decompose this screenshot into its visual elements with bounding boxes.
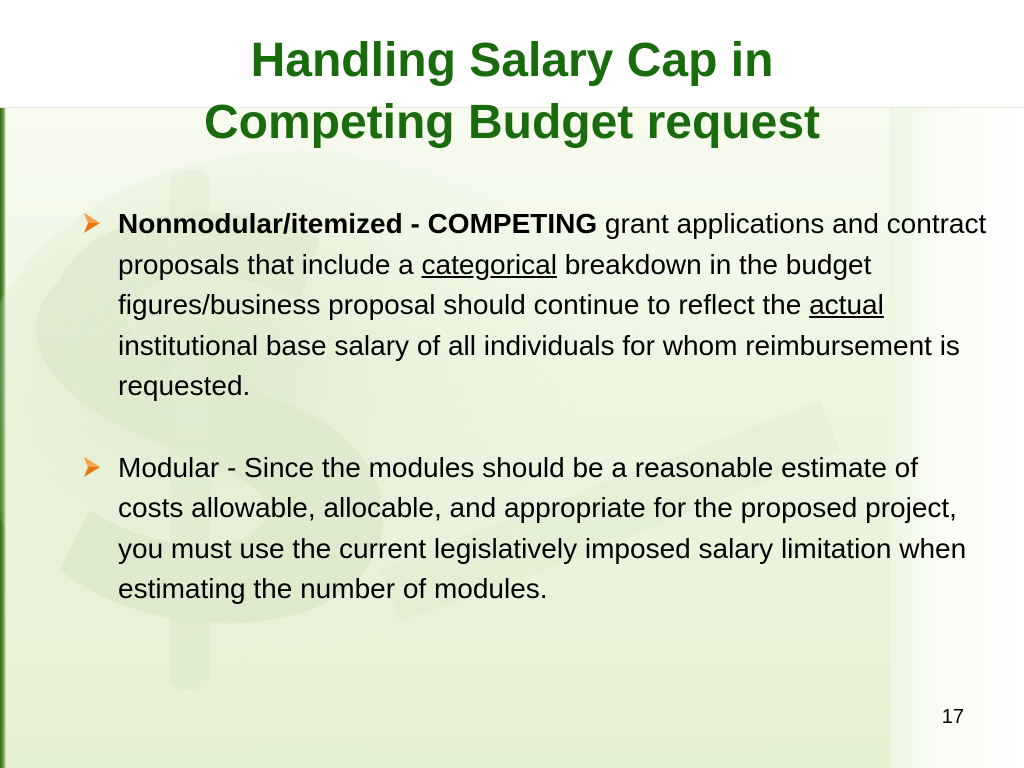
bullet-text: Modular - Since the modules should be a reasonable estimate of costs allowable, allocable, and appropriate for the proposed project, you must use the current legislatively imposed salary limitation when estimating the number of modules. bbox=[118, 451, 967, 604]
slide-title bbox=[60, 30, 964, 154]
bullet-item-nonmodular bbox=[78, 204, 988, 407]
bullet-item-modular bbox=[78, 448, 988, 610]
bullet-lead-bold: Nonmodular/itemized - COMPETING bbox=[118, 208, 598, 239]
bullet-text: breakdown in the budget figures/business proposal should continue to reflect the bbox=[118, 248, 872, 320]
slide-title-line-1: Handling Salary Cap in bbox=[250, 34, 774, 87]
bullet-list bbox=[78, 204, 988, 610]
underlined-term-categorical: categorical bbox=[421, 248, 557, 280]
slide-title-line-2: Competing Budget request bbox=[203, 96, 820, 149]
page-number: 17 bbox=[941, 706, 964, 728]
arrow-bullet-icon bbox=[80, 455, 104, 479]
bullet-text: grant applications and contract proposals that include a bbox=[118, 208, 987, 280]
arrow-bullet-icon bbox=[80, 211, 104, 235]
underlined-term-actual: actual bbox=[809, 289, 884, 320]
bullet-text: institutional base salary of all individuals for whom reimbursement is requested. bbox=[118, 329, 960, 401]
